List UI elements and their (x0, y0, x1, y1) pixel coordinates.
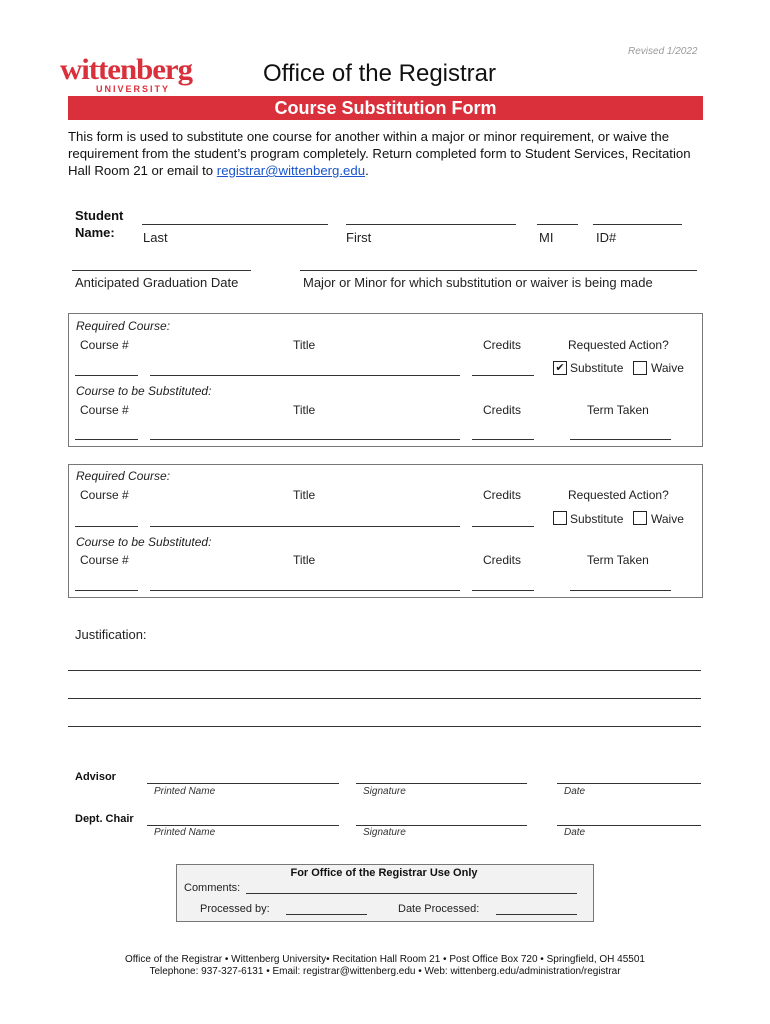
substituted-course-label: Course to be Substituted: (76, 535, 212, 549)
substitute-checkbox[interactable] (553, 361, 567, 375)
required-course-title-field[interactable] (150, 526, 460, 527)
checkmark-icon: ✔ (555, 362, 565, 374)
credits-header: Credits (483, 553, 522, 567)
required-course-number-field[interactable] (75, 375, 138, 376)
waive-label: Waive (651, 361, 684, 375)
advisor-printed-name-field[interactable] (147, 783, 339, 784)
course-number-header: Course # (80, 553, 129, 567)
comments-field[interactable] (246, 893, 577, 894)
title-header: Title (293, 403, 316, 417)
substituted-course-number-field[interactable] (75, 590, 138, 591)
course-block-1 (68, 313, 703, 447)
student-label: Student (75, 208, 124, 223)
substituted-course-title-field[interactable] (150, 590, 460, 591)
course-number-header: Course # (80, 403, 129, 417)
dept-chair-label: Dept. Chair (75, 813, 134, 825)
advisor-signature-field[interactable] (356, 783, 527, 784)
printed-name-label: Printed Name (154, 827, 216, 838)
substituted-course-number-field[interactable] (75, 439, 138, 440)
justification-label: Justification: (75, 627, 147, 642)
requested-action-header: Requested Action? (568, 338, 669, 352)
date-processed-label: Date Processed: (398, 903, 480, 915)
title-header: Title (293, 553, 316, 567)
first-name-field[interactable] (346, 224, 516, 225)
revised-date: Revised 1/2022 (628, 46, 698, 57)
first-label: First (346, 230, 372, 245)
advisor-date-field[interactable] (557, 783, 701, 784)
processed-by-label: Processed by: (200, 903, 270, 915)
processed-by-field[interactable] (286, 914, 367, 915)
chair-printed-name-field[interactable] (147, 825, 339, 826)
logo-wordmark: wittenberg (60, 53, 194, 86)
registrar-use-title: For Office of the Registrar Use Only (290, 867, 478, 879)
required-course-label: Required Course: (76, 319, 171, 333)
last-label: Last (143, 230, 168, 245)
substituted-course-credits-field[interactable] (472, 590, 534, 591)
intro-text: This form is used to substitute one course for another within a major or minor requirement, or waive the requirement from the student’s program completely. Return completed form to Student Services, Recitation Hall Room 21 or email to (68, 129, 691, 178)
required-course-credits-field[interactable] (472, 375, 534, 376)
date-label: Date (564, 786, 586, 797)
footer-contact: Telephone: 937-327-6131 • Email: registrar@wittenberg.edu • Web: wittenberg.edu/administration/registrar (149, 966, 621, 977)
substituted-course-label: Course to be Substituted: (76, 384, 212, 398)
last-name-field[interactable] (142, 224, 328, 225)
substituted-course-title-field[interactable] (150, 439, 460, 440)
footer-address: Office of the Registrar • Wittenberg University• Recitation Hall Room 21 • Post Office Box 720 • Springfield, OH 45501 (125, 954, 645, 965)
logo-subtitle: UNIVERSITY (96, 84, 171, 94)
waive-label: Waive (651, 512, 684, 526)
required-course-number-field[interactable] (75, 526, 138, 527)
major-minor-label: Major or Minor for which substitution or waiver is being made (303, 275, 653, 290)
justification-line-2[interactable] (68, 698, 701, 699)
waive-checkbox[interactable] (633, 361, 647, 375)
printed-name-label: Printed Name (154, 786, 216, 797)
form-title-banner: Course Substitution Form (68, 96, 703, 120)
justification-line-3[interactable] (68, 726, 701, 727)
term-taken-field[interactable] (570, 439, 671, 440)
mi-field[interactable] (537, 224, 578, 225)
id-label: ID# (596, 230, 617, 245)
comments-label: Comments: (184, 882, 241, 894)
title-header: Title (293, 338, 316, 352)
date-label: Date (564, 827, 586, 838)
requested-action-header: Requested Action? (568, 488, 669, 502)
credits-header: Credits (483, 338, 522, 352)
term-taken-header: Term Taken (587, 553, 649, 567)
waive-checkbox[interactable] (633, 511, 647, 525)
justification-line-1[interactable] (68, 670, 701, 671)
required-course-label: Required Course: (76, 469, 171, 483)
advisor-label: Advisor (75, 771, 116, 783)
course-number-header: Course # (80, 488, 129, 502)
chair-date-field[interactable] (557, 825, 701, 826)
term-taken-field[interactable] (570, 590, 671, 591)
graduation-date-label: Anticipated Graduation Date (75, 275, 239, 290)
registrar-email-link[interactable]: registrar@wittenberg.edu (216, 163, 366, 178)
major-minor-field[interactable] (300, 270, 697, 271)
id-field[interactable] (593, 224, 682, 225)
required-course-credits-field[interactable] (472, 526, 534, 527)
required-course-title-field[interactable] (150, 375, 460, 376)
name-label: Name: (75, 225, 115, 240)
course-block-2 (68, 464, 703, 598)
credits-header: Credits (483, 488, 522, 502)
substitute-label: Substitute (570, 512, 624, 526)
course-number-header: Course # (80, 338, 129, 352)
mi-label: MI (539, 230, 554, 245)
date-processed-field[interactable] (496, 914, 577, 915)
substituted-course-credits-field[interactable] (472, 439, 534, 440)
graduation-date-field[interactable] (72, 270, 251, 271)
intro-paragraph: This form is used to substitute one course for another within a major or minor requirement, or waive the requirement from the student’s program completely. Return completed form to Student Services, Recitation Hall Room 21 or email to registrar@wittenberg.edu. (68, 129, 691, 178)
wittenberg-logo (60, 52, 196, 96)
page-title: Office of the Registrar (263, 60, 496, 87)
chair-signature-field[interactable] (356, 825, 527, 826)
signature-label: Signature (363, 786, 406, 797)
signature-label: Signature (363, 827, 406, 838)
title-header: Title (293, 488, 316, 502)
term-taken-header: Term Taken (587, 403, 649, 417)
credits-header: Credits (483, 403, 522, 417)
substitute-checkbox[interactable] (553, 511, 567, 525)
substitute-label: Substitute (570, 361, 624, 375)
